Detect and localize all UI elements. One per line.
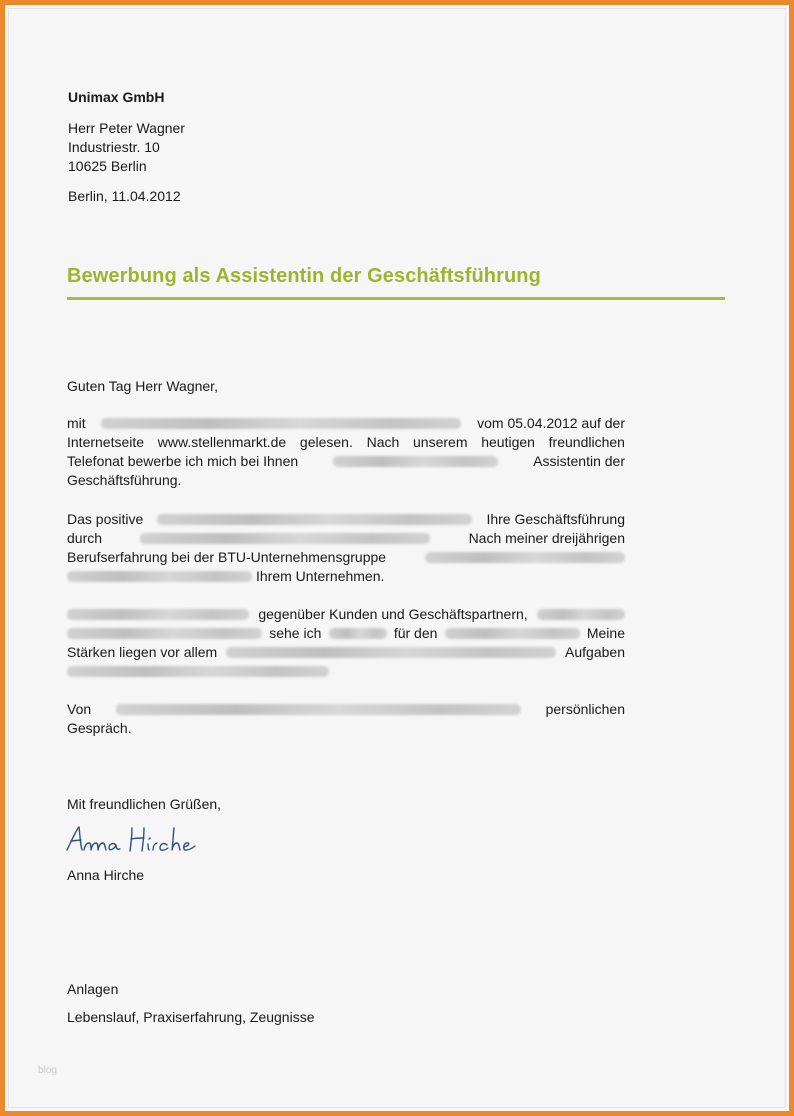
text-fragment: freundlichen xyxy=(548,434,625,450)
text-fragment: Stärken liegen vor allem xyxy=(67,644,218,660)
paragraph-1 xyxy=(67,414,625,490)
redacted-text xyxy=(537,609,625,620)
text-fragment: heutigen xyxy=(481,434,535,450)
signer-name: Anna Hirche xyxy=(67,867,145,883)
handwritten-signature xyxy=(64,824,204,856)
redacted-text xyxy=(67,628,262,639)
redacted-text xyxy=(226,647,556,658)
text-fragment: gelesen. xyxy=(299,434,353,450)
redacted-text xyxy=(445,628,580,639)
paragraph-2-line-2 xyxy=(67,529,625,548)
sender-company: Unimax GmbH xyxy=(68,89,165,105)
redacted-text xyxy=(329,628,387,639)
text-fragment: vom 05.04.2012 auf der xyxy=(477,415,625,431)
greeting: Guten Tag Herr Wagner, xyxy=(67,378,218,394)
redacted-text xyxy=(116,704,521,715)
paragraph-1-line-1 xyxy=(67,414,625,433)
text-fragment: unserem xyxy=(413,434,468,450)
redacted-text xyxy=(67,609,249,620)
paragraph-4-line-2 xyxy=(67,719,625,738)
redacted-text xyxy=(140,533,430,544)
redacted-text xyxy=(67,666,329,677)
text-fragment: Meine xyxy=(586,625,625,641)
text-fragment: sehe ich xyxy=(269,625,322,641)
text-fragment: www.stellenmarkt.de xyxy=(157,434,287,450)
attachments-list: Lebenslauf, Praxiserfahrung, Zeugnisse xyxy=(67,1009,315,1025)
paragraph-1-line-3 xyxy=(67,452,625,471)
text-fragment: Geschäftsführung. xyxy=(67,472,182,488)
text-fragment: Nach meiner dreijährigen xyxy=(468,530,625,546)
letter-subject: Bewerbung als Assistentin der Geschäftsführung xyxy=(67,265,541,287)
paragraph-4 xyxy=(67,700,625,738)
paragraph-2-line-4 xyxy=(67,567,625,586)
text-fragment: Von xyxy=(67,701,92,717)
attachments-heading: Anlagen xyxy=(67,981,119,997)
redacted-text xyxy=(101,418,461,429)
paragraph-2-line-1 xyxy=(67,510,625,529)
text-fragment: Nach xyxy=(366,434,400,450)
text-fragment: Assistentin der xyxy=(533,453,625,469)
paragraph-1-line-2 xyxy=(67,433,625,452)
paragraph-4-line-1 xyxy=(67,700,625,719)
redacted-text xyxy=(425,552,625,563)
text-fragment: Gespräch. xyxy=(67,720,132,736)
text-fragment: Ihrem Unternehmen. xyxy=(256,568,385,584)
text-fragment: Ihre Geschäftsführung xyxy=(486,511,625,527)
text-fragment: Aufgaben xyxy=(565,644,625,660)
recipient-address xyxy=(68,119,185,176)
closing: Mit freundlichen Grüßen, xyxy=(67,796,222,812)
text-fragment: mit xyxy=(67,415,86,431)
text-fragment: Internetseite xyxy=(67,434,145,450)
date-line: Berlin, 11.04.2012 xyxy=(68,188,181,204)
paragraph-2 xyxy=(67,510,625,586)
subject-underline xyxy=(67,297,725,300)
paragraph-3-line-3 xyxy=(67,643,625,662)
paragraph-1-line-4 xyxy=(67,471,625,490)
paragraph-3-line-4 xyxy=(67,662,625,681)
paragraph-3-line-1 xyxy=(67,605,625,624)
text-fragment: gegenüber Kunden und Geschäftspartnern, xyxy=(258,606,528,622)
text-fragment: Telefonat bewerbe ich mich bei Ihnen xyxy=(67,453,299,469)
redacted-text xyxy=(333,456,498,467)
paragraph-2-line-3 xyxy=(67,548,625,567)
paragraph-3-line-2 xyxy=(67,624,625,643)
redacted-text xyxy=(157,514,472,525)
text-fragment: für den xyxy=(393,625,438,641)
recipient-street: Industriestr. 10 xyxy=(68,139,160,155)
recipient-city: 10625 Berlin xyxy=(68,158,147,174)
text-fragment: persönlichen xyxy=(545,701,625,717)
redacted-text xyxy=(67,571,252,582)
watermark: blog xyxy=(38,1065,57,1076)
recipient-name: Herr Peter Wagner xyxy=(68,120,185,136)
paragraph-3 xyxy=(67,605,625,681)
text-fragment: Berufserfahrung bei der BTU-Unternehmensgruppe xyxy=(67,549,387,565)
text-fragment: durch xyxy=(67,530,103,546)
text-fragment: Das positive xyxy=(67,511,144,527)
